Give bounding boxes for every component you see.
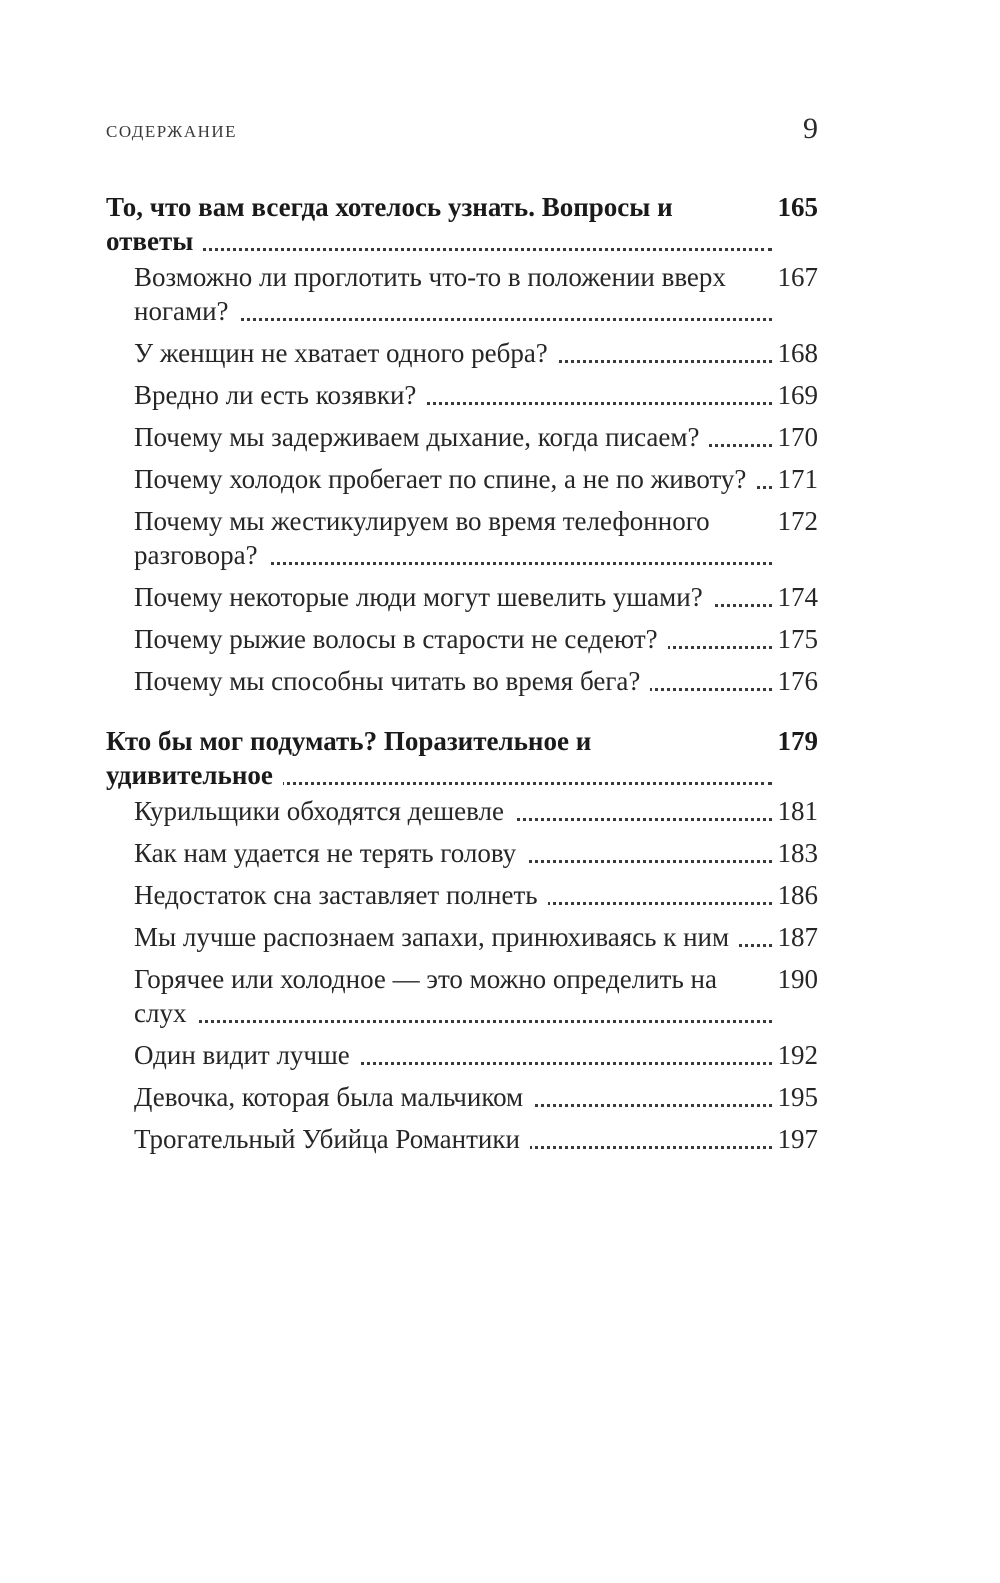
- toc-entry-title: Мы лучше распознаем запахи, принюхиваясь к ним: [134, 922, 739, 952]
- toc-entry-title: Почему мы способны читать во время бега?: [134, 666, 650, 696]
- toc-section: [106, 190, 818, 698]
- toc-entry-title: Возможно ли проглотить что-то в положении вверх ногами?: [134, 262, 726, 326]
- toc-page-number: 190: [772, 962, 819, 996]
- toc-entry[interactable]: [106, 794, 818, 828]
- toc-page-number: 174: [772, 580, 819, 614]
- toc-entry-title: Почему некоторые люди могут шевелить ушами?: [134, 582, 713, 612]
- toc-page-number: 169: [772, 378, 819, 412]
- toc-page-number: 179: [772, 724, 819, 758]
- toc-page-number: 168: [772, 336, 819, 370]
- toc-section-title: То, что вам всегда хотелось узнать. Вопросы и ответы: [106, 192, 673, 256]
- toc-page-number: 175: [772, 622, 819, 656]
- toc-entry[interactable]: [106, 622, 818, 656]
- page-number: 9: [803, 112, 818, 145]
- toc-entry-title: Один видит лучше: [134, 1040, 360, 1070]
- toc-entry[interactable]: [106, 1122, 818, 1156]
- toc-entry[interactable]: [106, 336, 818, 370]
- toc-page-number: 197: [772, 1122, 819, 1156]
- toc-entry[interactable]: [106, 836, 818, 870]
- page-header: [106, 112, 818, 152]
- toc-page-number: 176: [772, 664, 819, 698]
- toc-entry-title: Девочка, которая была мальчиком: [134, 1082, 533, 1112]
- toc-page-number: 183: [772, 836, 819, 870]
- toc-entry-title: Курильщики обходятся дешевле: [134, 796, 514, 826]
- toc-entry-title: Недостаток сна заставляет полнеть: [134, 880, 548, 910]
- toc-page-number: 195: [772, 1080, 819, 1114]
- toc-page-number: 187: [772, 920, 819, 954]
- toc-page-number: 192: [772, 1038, 819, 1072]
- toc-section-heading[interactable]: [106, 190, 818, 258]
- toc-page-number: 172: [772, 504, 819, 538]
- toc-page-number: 165: [772, 190, 819, 224]
- toc-section-title: Кто бы мог подумать? Поразительное и удивительное: [106, 726, 592, 790]
- toc-entry[interactable]: [106, 878, 818, 912]
- toc-section-heading[interactable]: [106, 724, 818, 792]
- toc-entry[interactable]: [106, 504, 818, 572]
- toc-entry-title: Как нам удается не терять голову: [134, 838, 526, 868]
- toc-entry[interactable]: [106, 462, 818, 496]
- toc-section: [106, 724, 818, 1156]
- toc-entry[interactable]: [106, 420, 818, 454]
- toc-entry-title: Почему холодок пробегает по спине, а не по животу?: [134, 464, 756, 494]
- toc-page-number: 186: [772, 878, 819, 912]
- toc-entry[interactable]: [106, 664, 818, 698]
- toc-entry-title: Вредно ли есть козявки?: [134, 380, 426, 410]
- toc-page-number: 170: [772, 420, 819, 454]
- toc-page-number: 167: [772, 260, 819, 294]
- toc-entry-title: Почему мы задерживаем дыхание, когда писаем?: [134, 422, 709, 452]
- toc-entry-title: У женщин не хватает одного ребра?: [134, 338, 558, 368]
- toc-page-number: 181: [772, 794, 819, 828]
- toc-entry[interactable]: [106, 378, 818, 412]
- toc-entry[interactable]: [106, 1038, 818, 1072]
- toc-entry-title: Трогательный Убийца Романтики: [134, 1124, 530, 1154]
- toc-entry-title: Почему мы жестикулируем во время телефонного разговора?: [134, 506, 710, 570]
- toc-entry[interactable]: [106, 260, 818, 328]
- running-head: СОДЕРЖАНИЕ: [106, 122, 238, 141]
- toc-entry[interactable]: [106, 1080, 818, 1114]
- table-of-contents: [106, 190, 818, 1182]
- toc-entry[interactable]: [106, 962, 818, 1030]
- toc-entry[interactable]: [106, 920, 818, 954]
- toc-page-number: 171: [772, 462, 819, 496]
- toc-entry[interactable]: [106, 580, 818, 614]
- toc-entry-title: Горячее или холодное — это можно определить на слух: [134, 964, 717, 1028]
- toc-entry-title: Почему рыжие волосы в старости не седеют?: [134, 624, 668, 654]
